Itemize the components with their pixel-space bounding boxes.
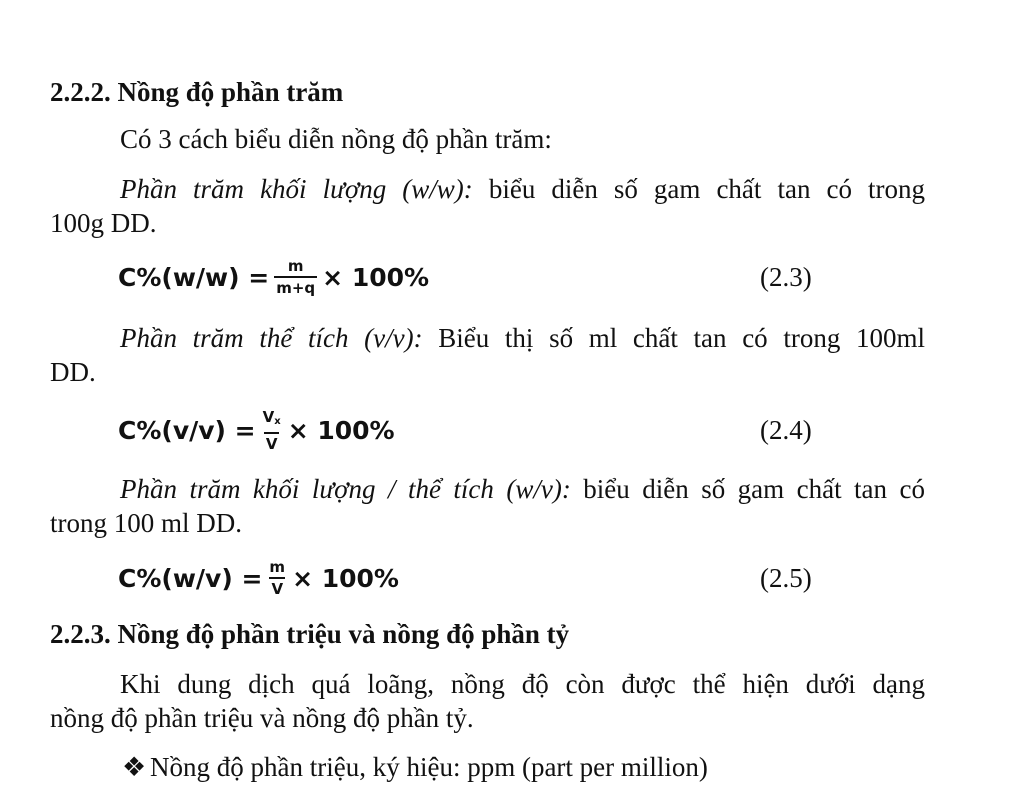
formula-ww-lhs: C%(w/w) = — [118, 262, 270, 292]
equation-number-2-3: (2.3) — [760, 262, 812, 292]
formula-vv — [118, 402, 395, 458]
formula-ww-denominator: m+q — [274, 276, 317, 296]
formula-vv-denominator: V — [264, 432, 280, 452]
intro-text: Có 3 cách biểu diễn nồng độ phần trăm: — [120, 124, 552, 154]
vv-desc-line1: Biểu thị số ml chất tan có trong 100ml — [438, 323, 925, 353]
formula-wv-lhs: C%(w/v) = — [118, 563, 263, 593]
formula-vv-fraction — [261, 409, 283, 452]
section-223-paragraph-line1 — [50, 667, 925, 701]
formula-ww-fraction — [274, 258, 317, 296]
formula-ww-numerator: m — [287, 257, 304, 275]
diamond-bullet-icon: ❖ — [122, 752, 147, 782]
formula-vv-numerator-sub: x — [274, 415, 281, 427]
formula-wv-fraction — [267, 559, 287, 597]
formula-vv-numerator-v: V — [262, 407, 275, 426]
bullet-ppm — [122, 750, 708, 784]
wv-desc-line2: trong 100 ml DD. — [50, 508, 242, 538]
bullet-ppm-text: Nồng độ phần triệu, ký hiệu: ppm (part per million) — [150, 752, 708, 782]
vv-paragraph-line1 — [50, 321, 925, 355]
ww-paragraph-line1 — [50, 172, 925, 206]
ww-desc-line1: biểu diễn số gam chất tan có trong — [488, 174, 925, 204]
vv-desc-line2: DD. — [50, 357, 96, 387]
section-heading-2-2-3: 2.2.3. Nồng độ phần triệu và nồng độ phần tỷ — [50, 619, 570, 649]
formula-wv-rhs: × 100% — [292, 563, 399, 593]
wv-term: Phần trăm khối lượng / thể tích (w/v): — [120, 474, 571, 504]
vv-term: Phần trăm thể tích (v/v): — [120, 323, 423, 353]
section-223-para-line2: nồng độ phần triệu và nồng độ phần tỷ. — [50, 703, 474, 733]
formula-vv-numerator — [261, 409, 283, 432]
section-223-para-text1: Khi dung dịch quá loãng, nồng độ còn được thể hiện dưới dạng — [120, 669, 925, 699]
wv-desc-line1: biểu diễn số gam chất tan có — [583, 474, 925, 504]
section-heading-2-2-2: 2.2.2. Nồng độ phần trăm — [50, 77, 344, 107]
wv-paragraph-line1 — [50, 472, 925, 506]
formula-vv-rhs: × 100% — [287, 415, 395, 445]
formula-vv-lhs: C%(v/v) = — [118, 415, 256, 445]
ww-desc-line2: 100g DD. — [50, 208, 157, 238]
formula-wv — [118, 550, 399, 606]
equation-number-2-4: (2.4) — [760, 415, 812, 445]
formula-ww-rhs: × 100% — [322, 262, 430, 292]
formula-wv-denominator: V — [269, 577, 285, 597]
equation-number-2-5: (2.5) — [760, 563, 812, 593]
ww-term: Phần trăm khối lượng (w/w): — [120, 174, 473, 204]
formula-wv-numerator: m — [269, 558, 286, 576]
formula-ww — [118, 249, 429, 305]
